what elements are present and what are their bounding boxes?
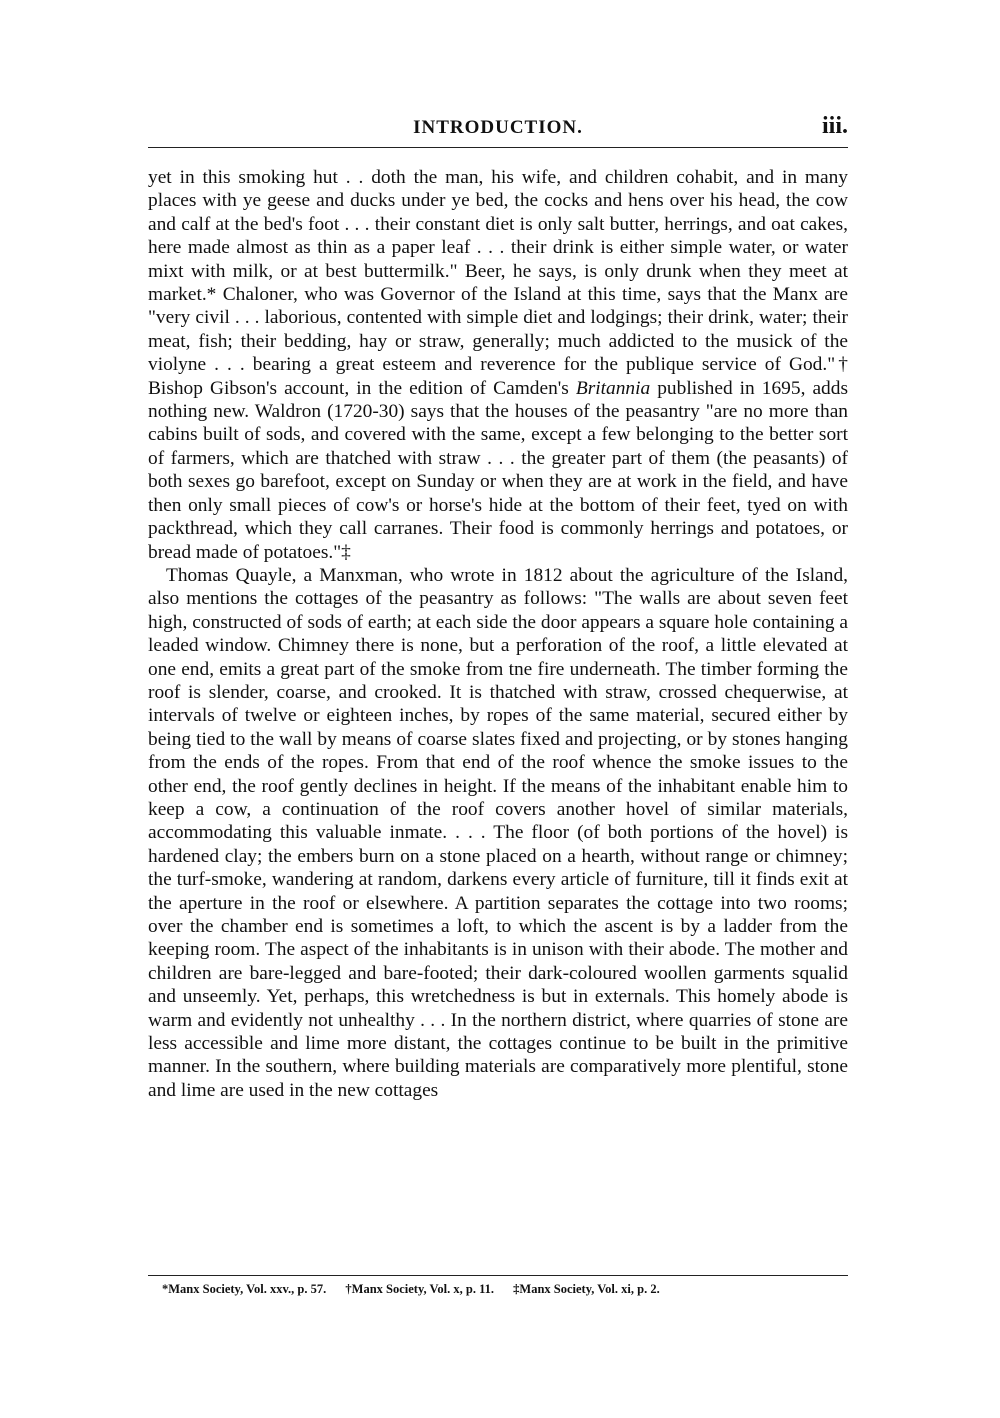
body-text	[148, 166, 848, 1102]
page-number: iii.	[821, 113, 848, 139]
header-rule	[148, 147, 848, 148]
footnote: ‡Manx Society, Vol. xi, p. 2.	[513, 1282, 660, 1296]
footnote: *Manx Society, Vol. xxv., p. 57.	[162, 1282, 327, 1296]
paragraph	[148, 166, 848, 564]
footnotes	[162, 1282, 842, 1297]
footnote: †Manx Society, Vol. x, p. 11.	[345, 1282, 495, 1296]
paragraph-text: yet in this smoking hut . . doth the man, his wife, and children cohabit, and in many places with ye geese and ducks under ye bed, the cocks and hens over his head, the cow and calf at the bed's foot . . . their constant diet is only salt butter, herrings, and oat cakes, here made almost as thin as a paper leaf . . . their drink is either simple water, or water mixt with milk, or at best buttermilk." Beer, he says, is only drunk when they meet at market.* Chaloner, who was Governor of the Island at this time, says that the Manx are "very civil . . . laborious, contented with simple diet and lodgings; their drink, water; their meat, fish; their bedding, hay or straw, generally; much addicted to the musick of the violyne . . . bearing a great esteem and reverence for the publique service of God."†	[148, 167, 848, 376]
page-header	[148, 113, 848, 143]
paragraph-text: published in 1695, adds nothing new. Waldron (1720-30) says that the houses of the peasantry "are no more than cabins built of sods, and covered with the same, except a few belonging to the better sort of farmers, which are thatched with straw . . . the greater part of them (the peasants) of both sexes go barefoot, except on Sunday or when they are at work in the field, and have then only small pieces of cow's or horse's hide at the bottom of their feet, tyed on with packthread, which they call carranes. Their food is commonly herrings and potatoes, or bread made of potatoes."‡	[148, 377, 848, 563]
paragraph-text: Bishop Gibson's account, in the edition of Camden's	[148, 377, 576, 399]
book-title: Britannia	[575, 377, 651, 399]
paragraph: Thomas Quayle, a Manxman, who wrote in 1812 about the agriculture of the Island, also mentions the cottages of the peasantry as follows: "The walls are about seven feet high, constructed of sods of earth; at each side the door appears a square hole containing a leaded window. Chimney there is none, but a perforation of the roof, a little elevated at one end, emits a great part of the smoke from tne fire underneath. The timber forming the roof is slender, coarse, and crooked. It is thatched with straw, crossed chequerwise, at intervals of twelve or eighteen inches, by ropes of the same material, secured either by being tied to the wall by means of coarse slates fixed and projecting, or by stones hanging from the ends of the ropes. From that end of the roof whence the smoke issues to the other end, the roof gently declines in height. If the means of the inhabitant enable him to keep a cow, a continuation of the roof covers another hovel of similar materials, accommodating this valuable inmate. . . . The floor (of both portions of the hovel) is hardened clay; the embers burn on a stone placed on a hearth, without range or chimney; the turf-smoke, wandering at random, darkens every article of furniture, till it finds exit at the aperture in the roof or elsewhere. A partition separates the cottage into two rooms; over the chamber end is sometimes a loft, to which the ascent is by a ladder from the keeping room. The aspect of the inhabitants is in unison with their abode. The mother and children are bare-legged and bare-footed; their dark-coloured woollen garments squalid and unseemly. Yet, perhaps, this wretchedness is but in externals. This homely abode is warm and evidently not unhealthy . . . In the northern district, where quarries of stone are less accessible and lime more distant, the cottages continue to be built in the primitive manner. In the southern, where building materials are comparatively more plentiful, stone and lime are used in the new cottages	[148, 564, 848, 1101]
footnote-rule	[148, 1275, 848, 1276]
running-title: INTRODUCTION.	[413, 117, 583, 138]
